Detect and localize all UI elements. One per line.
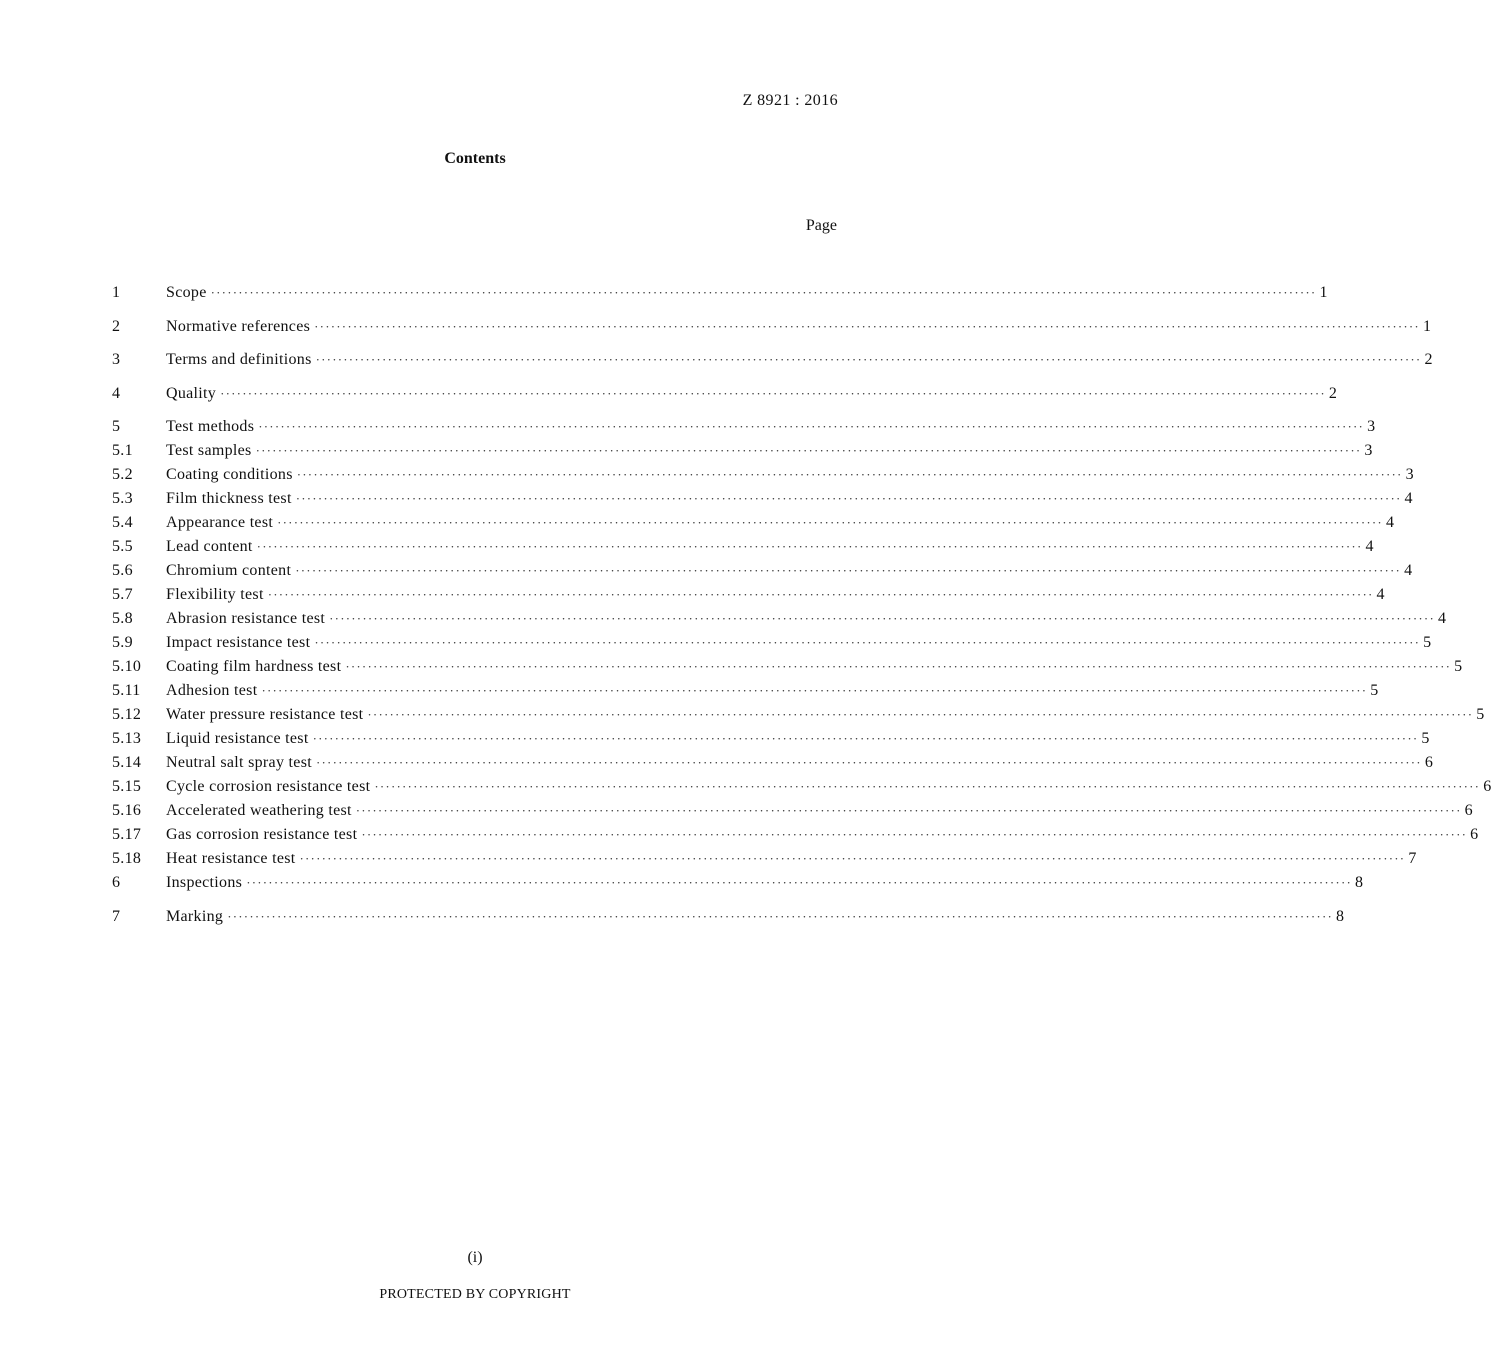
toc-entry-title: Gas corrosion resistance test: [166, 826, 358, 843]
toc-entry-page: 5: [1476, 706, 1485, 723]
toc-entry[interactable]: [112, 281, 1328, 315]
toc-entry-page: 8: [1336, 907, 1345, 925]
toc-entry-title: Marking: [166, 907, 224, 925]
toc-entry-number: 1: [112, 284, 121, 301]
toc-entry-page: 7: [1408, 850, 1417, 867]
toc-entry-page: 5: [1454, 658, 1463, 675]
toc-entry-page: 4: [1365, 538, 1374, 555]
toc-entry-number: 5: [112, 418, 121, 435]
toc-entry-number: 5.12: [112, 706, 142, 723]
toc-entry-title: Terms and definitions: [166, 351, 312, 368]
toc-dot-leader: ········································································································································································································: [374, 779, 1481, 794]
toc-entry-page: 4: [1437, 610, 1447, 627]
toc-entry[interactable]: [112, 823, 1479, 847]
toc-entry-number: 5.6: [112, 562, 133, 579]
toc-entry-page: 8: [1355, 874, 1364, 891]
toc-entry-number: 5.4: [112, 514, 133, 531]
toc-entry[interactable]: [112, 439, 1373, 463]
toc-entry-number: 4: [112, 384, 121, 402]
toc-entry-page: 6: [1424, 754, 1434, 771]
toc-entry[interactable]: [112, 799, 1473, 823]
toc-entry-page: 3: [1367, 418, 1376, 435]
toc-dot-leader: ········································································································································································································: [295, 563, 1402, 578]
toc-entry-number: 5.11: [112, 682, 141, 699]
toc-entry-number: 5.18: [112, 850, 142, 867]
toc-entry-page: 6: [1470, 826, 1479, 843]
toc-dot-leader: ········································································································································································································: [296, 467, 1403, 482]
toc-dot-leader: ········································································································································································································: [246, 875, 1353, 890]
toc-entry[interactable]: [112, 583, 1385, 607]
toc-entry-number: 5.8: [112, 610, 133, 627]
toc-entry-page: 1: [1319, 284, 1328, 301]
toc-dot-leader: ········································································································································································································: [295, 491, 1402, 506]
toc-entry[interactable]: [112, 679, 1379, 703]
table-of-contents: [112, 281, 1492, 938]
toc-entry-title: Coating conditions: [166, 466, 293, 483]
toc-dot-leader: ········································································································································································································: [299, 851, 1406, 866]
toc-entry[interactable]: [112, 607, 1447, 631]
toc-dot-leader: ········································································································································································································: [312, 731, 1419, 746]
toc-entry-number: 5.15: [112, 778, 142, 795]
toc-entry[interactable]: [112, 655, 1463, 679]
toc-entry-page: 4: [1404, 562, 1413, 579]
toc-entry-page: 5: [1370, 682, 1379, 699]
toc-entry-number: 5.14: [112, 754, 142, 771]
toc-entry-title: Flexibility test: [166, 586, 264, 603]
toc-entry-number: 5.10: [112, 658, 142, 675]
toc-entry-number: 5.5: [112, 538, 133, 555]
toc-dot-leader: ········································································································································································································: [361, 827, 1468, 842]
toc-entry-page: 6: [1464, 802, 1473, 819]
toc-entry-title: Normative references: [166, 317, 311, 335]
toc-dot-leader: ········································································································································································································: [227, 908, 1334, 924]
toc-entry-number: 5.3: [112, 490, 133, 507]
toc-entry-page: 5: [1423, 634, 1432, 651]
toc-entry-title: Liquid resistance test: [166, 730, 309, 747]
toc-dot-leader: ········································································································································································································: [258, 419, 1365, 434]
toc-dot-leader: ········································································································································································································: [314, 318, 1420, 334]
toc-dot-leader: ········································································································································································································: [277, 515, 1383, 530]
toc-dot-leader: ········································································································································································································: [261, 683, 1368, 698]
toc-entry[interactable]: [112, 775, 1492, 799]
toc-entry-title: Quality: [166, 384, 217, 402]
toc-entry[interactable]: [112, 631, 1432, 655]
toc-entry[interactable]: [112, 382, 1338, 416]
toc-entry[interactable]: [112, 315, 1432, 349]
toc-entry-number: 5.7: [112, 586, 133, 603]
toc-entry[interactable]: [112, 703, 1485, 727]
toc-entry-title: Heat resistance test: [166, 850, 296, 867]
toc-dot-leader: ········································································································································································································: [315, 352, 1422, 367]
toc-entry-number: 5.9: [112, 634, 133, 651]
toc-entry-title: Test samples: [166, 442, 252, 459]
toc-entry-title: Test methods: [166, 418, 255, 435]
toc-entry-page: 4: [1385, 514, 1395, 531]
toc-entry-number: 5.13: [112, 730, 142, 747]
toc-entry-page: 2: [1328, 384, 1338, 402]
toc-dot-leader: ········································································································································································································: [314, 635, 1421, 650]
toc-entry[interactable]: [112, 487, 1413, 511]
toc-entry-title: Neutral salt spray test: [166, 754, 312, 771]
toc-entry-page: 1: [1422, 317, 1432, 335]
toc-entry-number: 2: [112, 317, 121, 335]
toc-entry-page: 6: [1483, 778, 1492, 795]
toc-dot-leader: ········································································································································································································: [345, 659, 1452, 674]
toc-entry-title: Scope: [166, 284, 207, 301]
toc-entry-page: 4: [1404, 490, 1413, 507]
toc-entry-page: 2: [1424, 351, 1433, 368]
toc-entry-title: Inspections: [166, 874, 243, 891]
toc-entry-number: 6: [112, 874, 121, 891]
toc-entry-title: Impact resistance test: [166, 634, 311, 651]
toc-entry[interactable]: [112, 751, 1434, 775]
toc-dot-leader: ········································································································································································································: [210, 285, 1317, 300]
toc-dot-leader: ········································································································································································································: [315, 755, 1422, 770]
toc-entry[interactable]: [112, 847, 1417, 871]
standard-number: Z 8921 : 2016: [742, 92, 838, 109]
toc-dot-leader: ········································································································································································································: [220, 385, 1326, 401]
toc-entry-title: Appearance test: [166, 514, 274, 531]
toc-entry-title: Adhesion test: [166, 682, 258, 699]
page-number: (i): [467, 1249, 483, 1266]
toc-entry-number: 5.16: [112, 802, 142, 819]
toc-entry-title: Lead content: [166, 538, 253, 555]
toc-entry[interactable]: [112, 905, 1345, 939]
toc-entry[interactable]: [112, 871, 1364, 905]
toc-dot-leader: ········································································································································································································: [256, 539, 1363, 554]
toc-entry-title: Abrasion resistance test: [166, 610, 326, 627]
toc-entry-number: 7: [112, 907, 121, 925]
toc-entry-page: 4: [1376, 586, 1385, 603]
toc-entry[interactable]: [112, 511, 1395, 535]
toc-dot-leader: ········································································································································································································: [255, 443, 1362, 458]
page-title: Contents: [444, 150, 506, 167]
toc-entry-title: Accelerated weathering test: [166, 802, 352, 819]
toc-entry-title: Chromium content: [166, 562, 292, 579]
toc-entry[interactable]: [112, 463, 1414, 487]
toc-dot-leader: ········································································································································································································: [355, 803, 1462, 818]
toc-entry-page: 3: [1405, 466, 1414, 483]
copyright-notice: PROTECTED BY COPYRIGHT: [379, 1287, 571, 1302]
toc-entry[interactable]: [112, 727, 1430, 751]
page-column-label: Page: [805, 217, 837, 234]
toc-entry-number: 5.1: [112, 442, 133, 459]
toc-entry-title: Water pressure resistance test: [166, 706, 364, 723]
toc-entry-number: 3: [112, 351, 121, 368]
toc-dot-leader: ········································································································································································································: [329, 611, 1435, 626]
toc-entry-page: 3: [1364, 442, 1373, 459]
toc-entry[interactable]: [112, 559, 1413, 583]
toc-entry-page: 5: [1421, 730, 1430, 747]
toc-dot-leader: ········································································································································································································: [267, 587, 1374, 602]
toc-entry-title: Cycle corrosion resistance test: [166, 778, 371, 795]
toc-entry[interactable]: [112, 348, 1433, 382]
toc-entry-number: 5.17: [112, 826, 142, 843]
toc-entry-title: Coating film hardness test: [166, 658, 342, 675]
toc-entry[interactable]: [112, 535, 1374, 559]
toc-entry-number: 5.2: [112, 466, 133, 483]
toc-entry-title: Film thickness test: [166, 490, 292, 507]
toc-entry[interactable]: [112, 415, 1376, 439]
toc-dot-leader: ········································································································································································································: [367, 707, 1474, 722]
